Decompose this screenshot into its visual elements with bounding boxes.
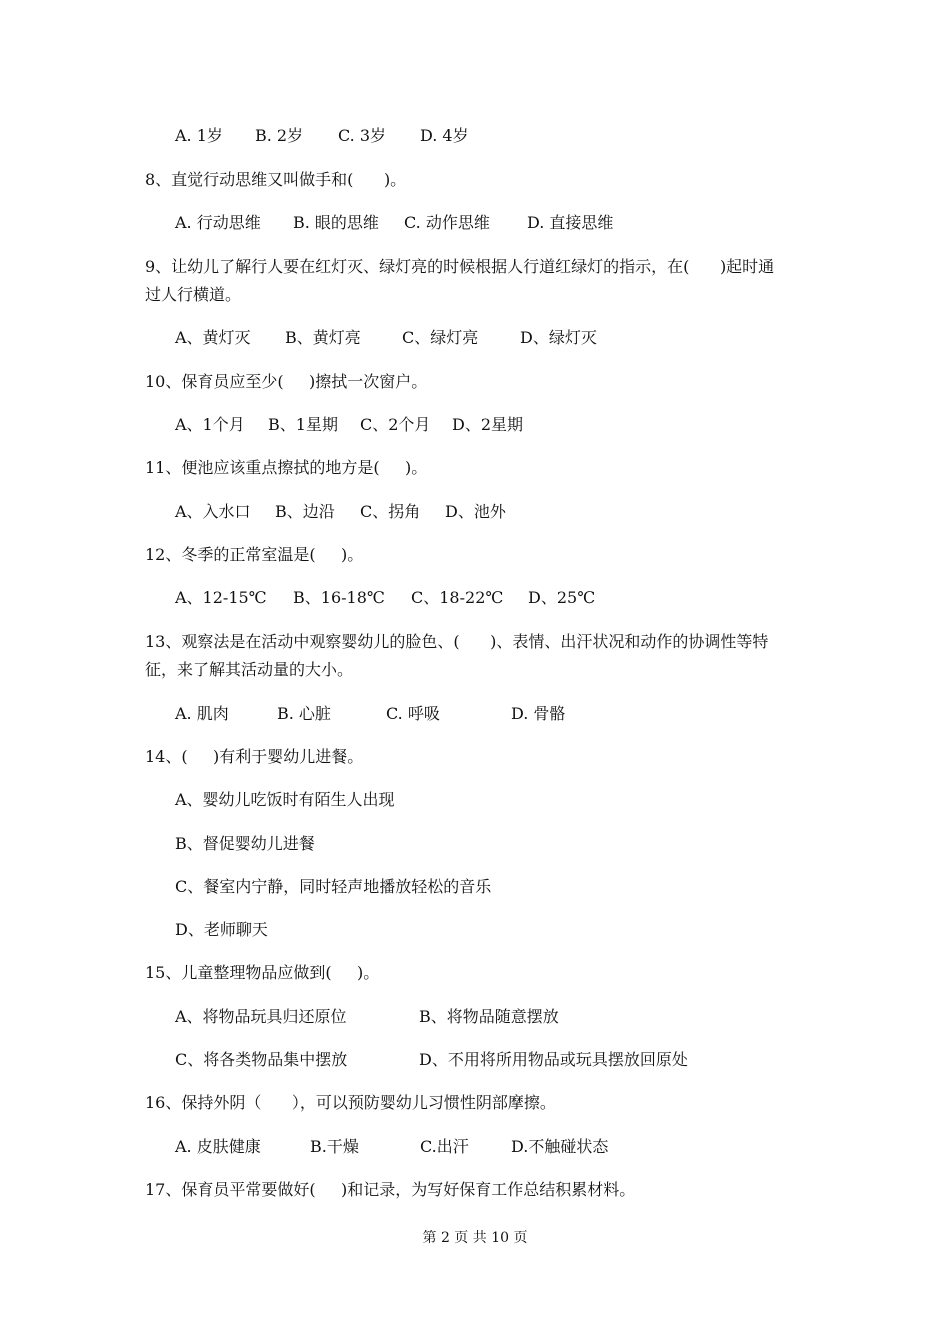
- q15-option-d: D、不用将所用物品或玩具摆放回原处: [419, 1050, 688, 1069]
- q14-option-c: C、餐室内宁静，同时轻声地播放轻松的音乐: [175, 877, 492, 896]
- question-16-stem: 16、保持外阴（ ），可以预防婴幼儿习惯性阴部摩擦。: [145, 1093, 556, 1112]
- q9-option-d: D、绿灯灭: [520, 328, 597, 347]
- q9-option-a: A、黄灯灭: [175, 328, 251, 347]
- q11-option-c: C、拐角: [360, 502, 421, 521]
- question-12-stem: 12、冬季的正常室温是( )。: [145, 545, 364, 564]
- question-11-stem: 11、便池应该重点擦拭的地方是( )。: [145, 458, 428, 477]
- q9-option-c: C、绿灯亮: [402, 328, 479, 347]
- q8-option-d: D. 直接思维: [527, 213, 614, 232]
- q11-option-d: D、池外: [445, 502, 506, 521]
- q15-option-b: B、将物品随意摆放: [419, 1007, 559, 1026]
- q13-option-a: A. 肌肉: [175, 704, 229, 723]
- q15-option-c: C、将各类物品集中摆放: [175, 1050, 348, 1069]
- q14-option-b: B、督促婴幼儿进餐: [175, 834, 315, 853]
- q15-option-a: A、将物品玩具归还原位: [175, 1007, 347, 1026]
- q10-option-d: D、2星期: [452, 415, 524, 434]
- question-15-stem: 15、儿童整理物品应做到( )。: [145, 963, 380, 982]
- q10-option-c: C、2个月: [360, 415, 431, 434]
- q14-option-a: A、婴幼儿吃饭时有陌生人出现: [175, 790, 395, 809]
- q16-option-b: B.干燥: [310, 1137, 359, 1156]
- q13-option-c: C. 呼吸: [386, 704, 440, 723]
- q12-option-b: B、16-18℃: [293, 588, 385, 607]
- q8-option-a: A. 行动思维: [175, 213, 261, 232]
- question-13-stem-line-1: 13、观察法是在活动中观察婴幼儿的脸色、( )、表情、出汗状况和动作的协调性等特: [145, 632, 769, 651]
- q10-option-b: B、1星期: [268, 415, 338, 434]
- q13-option-d: D. 骨骼: [511, 704, 566, 723]
- page-number-footer: 第 2 页 共 10 页: [422, 1230, 528, 1246]
- q11-option-a: A、入水口: [175, 502, 251, 521]
- question-17-stem: 17、保育员平常要做好( )和记录，为写好保育工作总结积累材料。: [145, 1180, 636, 1199]
- q9-option-b: B、黄灯亮: [285, 328, 361, 347]
- q16-option-d: D.不触碰状态: [511, 1137, 609, 1156]
- q12-option-c: C、18-22℃: [411, 588, 504, 607]
- q14-option-d: D、老师聊天: [175, 920, 268, 939]
- q7-option-c: C. 3岁: [338, 126, 387, 145]
- q7-option-d: D. 4岁: [420, 126, 469, 145]
- q10-option-a: A、1个月: [175, 415, 245, 434]
- q11-option-b: B、边沿: [275, 502, 335, 521]
- question-8-stem: 8、直觉行动思维又叫做手和( )。: [145, 170, 407, 189]
- q13-option-b: B. 心脏: [277, 704, 331, 723]
- q7-option-a: A. 1岁: [175, 126, 223, 145]
- question-10-stem: 10、保育员应至少( )擦拭一次窗户。: [145, 372, 428, 391]
- q12-option-a: A、12-15℃: [175, 588, 267, 607]
- q16-option-a: A. 皮肤健康: [175, 1137, 261, 1156]
- q12-option-d: D、25℃: [528, 588, 596, 607]
- question-13-stem-line-2: 征，来了解其活动量的大小。: [145, 660, 354, 679]
- q8-option-c: C. 动作思维: [404, 213, 490, 232]
- question-9-stem-line-1: 9、让幼儿了解行人要在红灯灭、绿灯亮的时候根据人行道红绿灯的指示，在( )起时通: [145, 257, 775, 276]
- q8-option-b: B. 眼的思维: [293, 213, 379, 232]
- q16-option-c: C.出汗: [420, 1137, 469, 1156]
- question-9-stem-line-2: 过人行横道。: [145, 285, 242, 304]
- q7-option-b: B. 2岁: [255, 126, 304, 145]
- question-14-stem: 14、( )有利于婴幼儿进餐。: [145, 747, 364, 766]
